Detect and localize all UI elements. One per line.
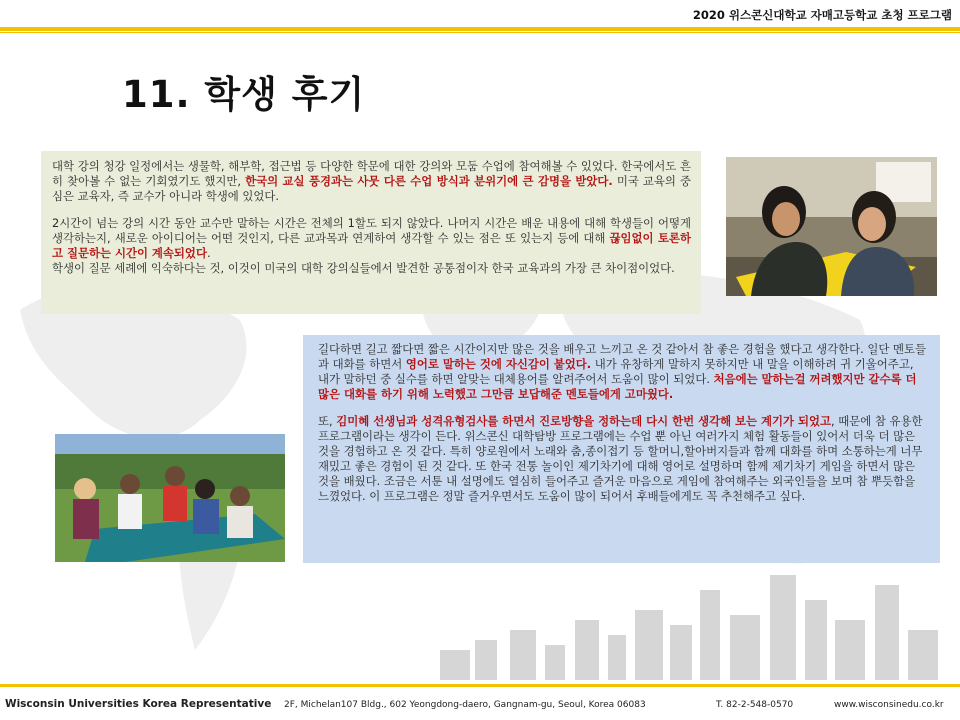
city-skyline-decoration: [430, 560, 950, 680]
classroom-students-photo: [726, 157, 937, 296]
review2-paragraph-1: 길다하면 길고 짧다면 짧은 시간이지만 많은 것을 배우고 느끼고 온 것 같아서 참 좋은 경험을 했다고 생각한다. 일단 멘토들과 대화를 하면서 영어로 말하는 것에 자신감이 붙었다. 내가 유창하게 말하지 못하지만 내 말을 이해하려 귀 기울어주고, 내가 말하던 중 실수를 하면 알맞는 대체용어를 알려주어서 도움이 많이 되었다. 처음에는 말하는걸 꺼려했지만 갈수록 더 많은 대화를 하기 위해 노력했고 그만큼 보답해준 멘토들에게 고마웠다.: [318, 342, 926, 401]
highlight-text: 김미혜 선생님과 성격유형검사를 하면서 진로방향을 정하는데 다시 한번 생각해 보는 계기가 되었고: [336, 414, 832, 428]
highlight-text: 한국의 교실 풍경과는 사뭇 다른 수업 방식과 분위기에 큰 감명을 받았다.: [245, 174, 613, 188]
review2-paragraph-2: 또, 김미혜 선생님과 성격유형검사를 하면서 진로방향을 정하는데 다시 한번 생각해 보는 계기가 되었고, 때문에 참 유용한 프로그램이라는 생각이 든다. 위스콘신 대학탐방 프로그램에는 수업 뿐 아닌 여러가지 체험 활동들이 있어서 더욱 더 많은 것을 경험하고 온 것 같다. 특히 양로원에서 노래와 춤,종이접기 등 할머니,할아버지들과 함께 대화를 하며 소통하는게 너무 재밌고 좋은 경험이 된 것 같다. 또 한국 전통 놀이인 제기차기에 대해 영어로 설명하며 함께 제기차기 게임을 하면서 많은 것을 배웠다. 조금은 서툰 내 설명에도 열심히 들어주고 즐거운 마음으로 게임에 참여해주는 외국인들을 보며 참 뿌듯함을 느꼈었다. 이 프로그램은 정말 즐거우면서도 도움이 많이 되어서 후배들에게도 꼭 추천해주고 싶다.: [318, 414, 923, 503]
highlight-text: 영어로 말하는 것에 자신감이 붙었다.: [405, 357, 592, 371]
header-bar: [0, 0, 960, 30]
highlight-text: 끊임없이 토론하고 질문하는 시간이 계속되었다: [52, 231, 691, 260]
header-divider: [0, 27, 960, 31]
footer-divider: [0, 684, 960, 687]
page-title: 11. 학생 후기: [122, 73, 366, 116]
footer-organization: Wisconsin Universities Korea Representative: [5, 698, 272, 710]
footer-website-link[interactable]: www.wisconsinedu.co.kr: [834, 700, 944, 710]
highlight-text: 처음에는 말하는걸 꺼려했지만 갈수록 더 많은 대화를 하기 위해 노력했고 그만큼 보답해준 멘토들에게 고마웠다.: [318, 372, 917, 401]
footer-address: 2F, Michelan107 Bldg., 602 Yeongdong-daero, Gangnam-gu, Seoul, Korea 06083: [284, 700, 646, 710]
review1-paragraph-3: 학생이 질문 세례에 익숙하다는 것, 이것이 미국의 대학 강의실들에서 발견한 공통점이자 한국 교육과의 가장 큰 차이점이었다.: [52, 261, 675, 275]
review1-paragraph-1: 대학 강의 청강 일정에서는 생물학, 해부학, 접근법 등 다양한 학문에 대한 강의와 모둠 수업에 참여해볼 수 있었다. 한국에서도 흔히 찾아볼 수 없는 기회였기도 했지만, 한국의 교실 풍경과는 사뭇 다른 수업 방식과 분위기에 큰 감명을 받았다. 미국 교육의 중심은 교육자, 즉 교수가 아니라 학생에 있었다.: [52, 159, 691, 203]
program-title: 2020 위스콘신대학교 자매고등학교 초청 프로그램: [692, 8, 952, 22]
footer-phone: T. 82-2-548-0570: [716, 700, 794, 710]
header-divider-thin: [0, 32, 960, 33]
student-review-1: [41, 151, 701, 314]
review1-paragraph-2: 2시간이 넘는 강의 시간 동안 교수만 말하는 시간은 전체의 1할도 되지 않았다. 나머지 시간은 배운 내용에 대해 학생들이 어떻게 생각하는지, 새로운 아이디어는 어떤 것인지, 다른 교과목과 연계하여 생각할 수 있는 점은 또 있는지 등에 대해 끊임없이 토론하고 질문하는 시간이 계속되었다.: [52, 216, 691, 260]
student-review-2: [303, 335, 940, 563]
outdoor-group-photo: [55, 434, 285, 562]
footer: [0, 690, 960, 720]
